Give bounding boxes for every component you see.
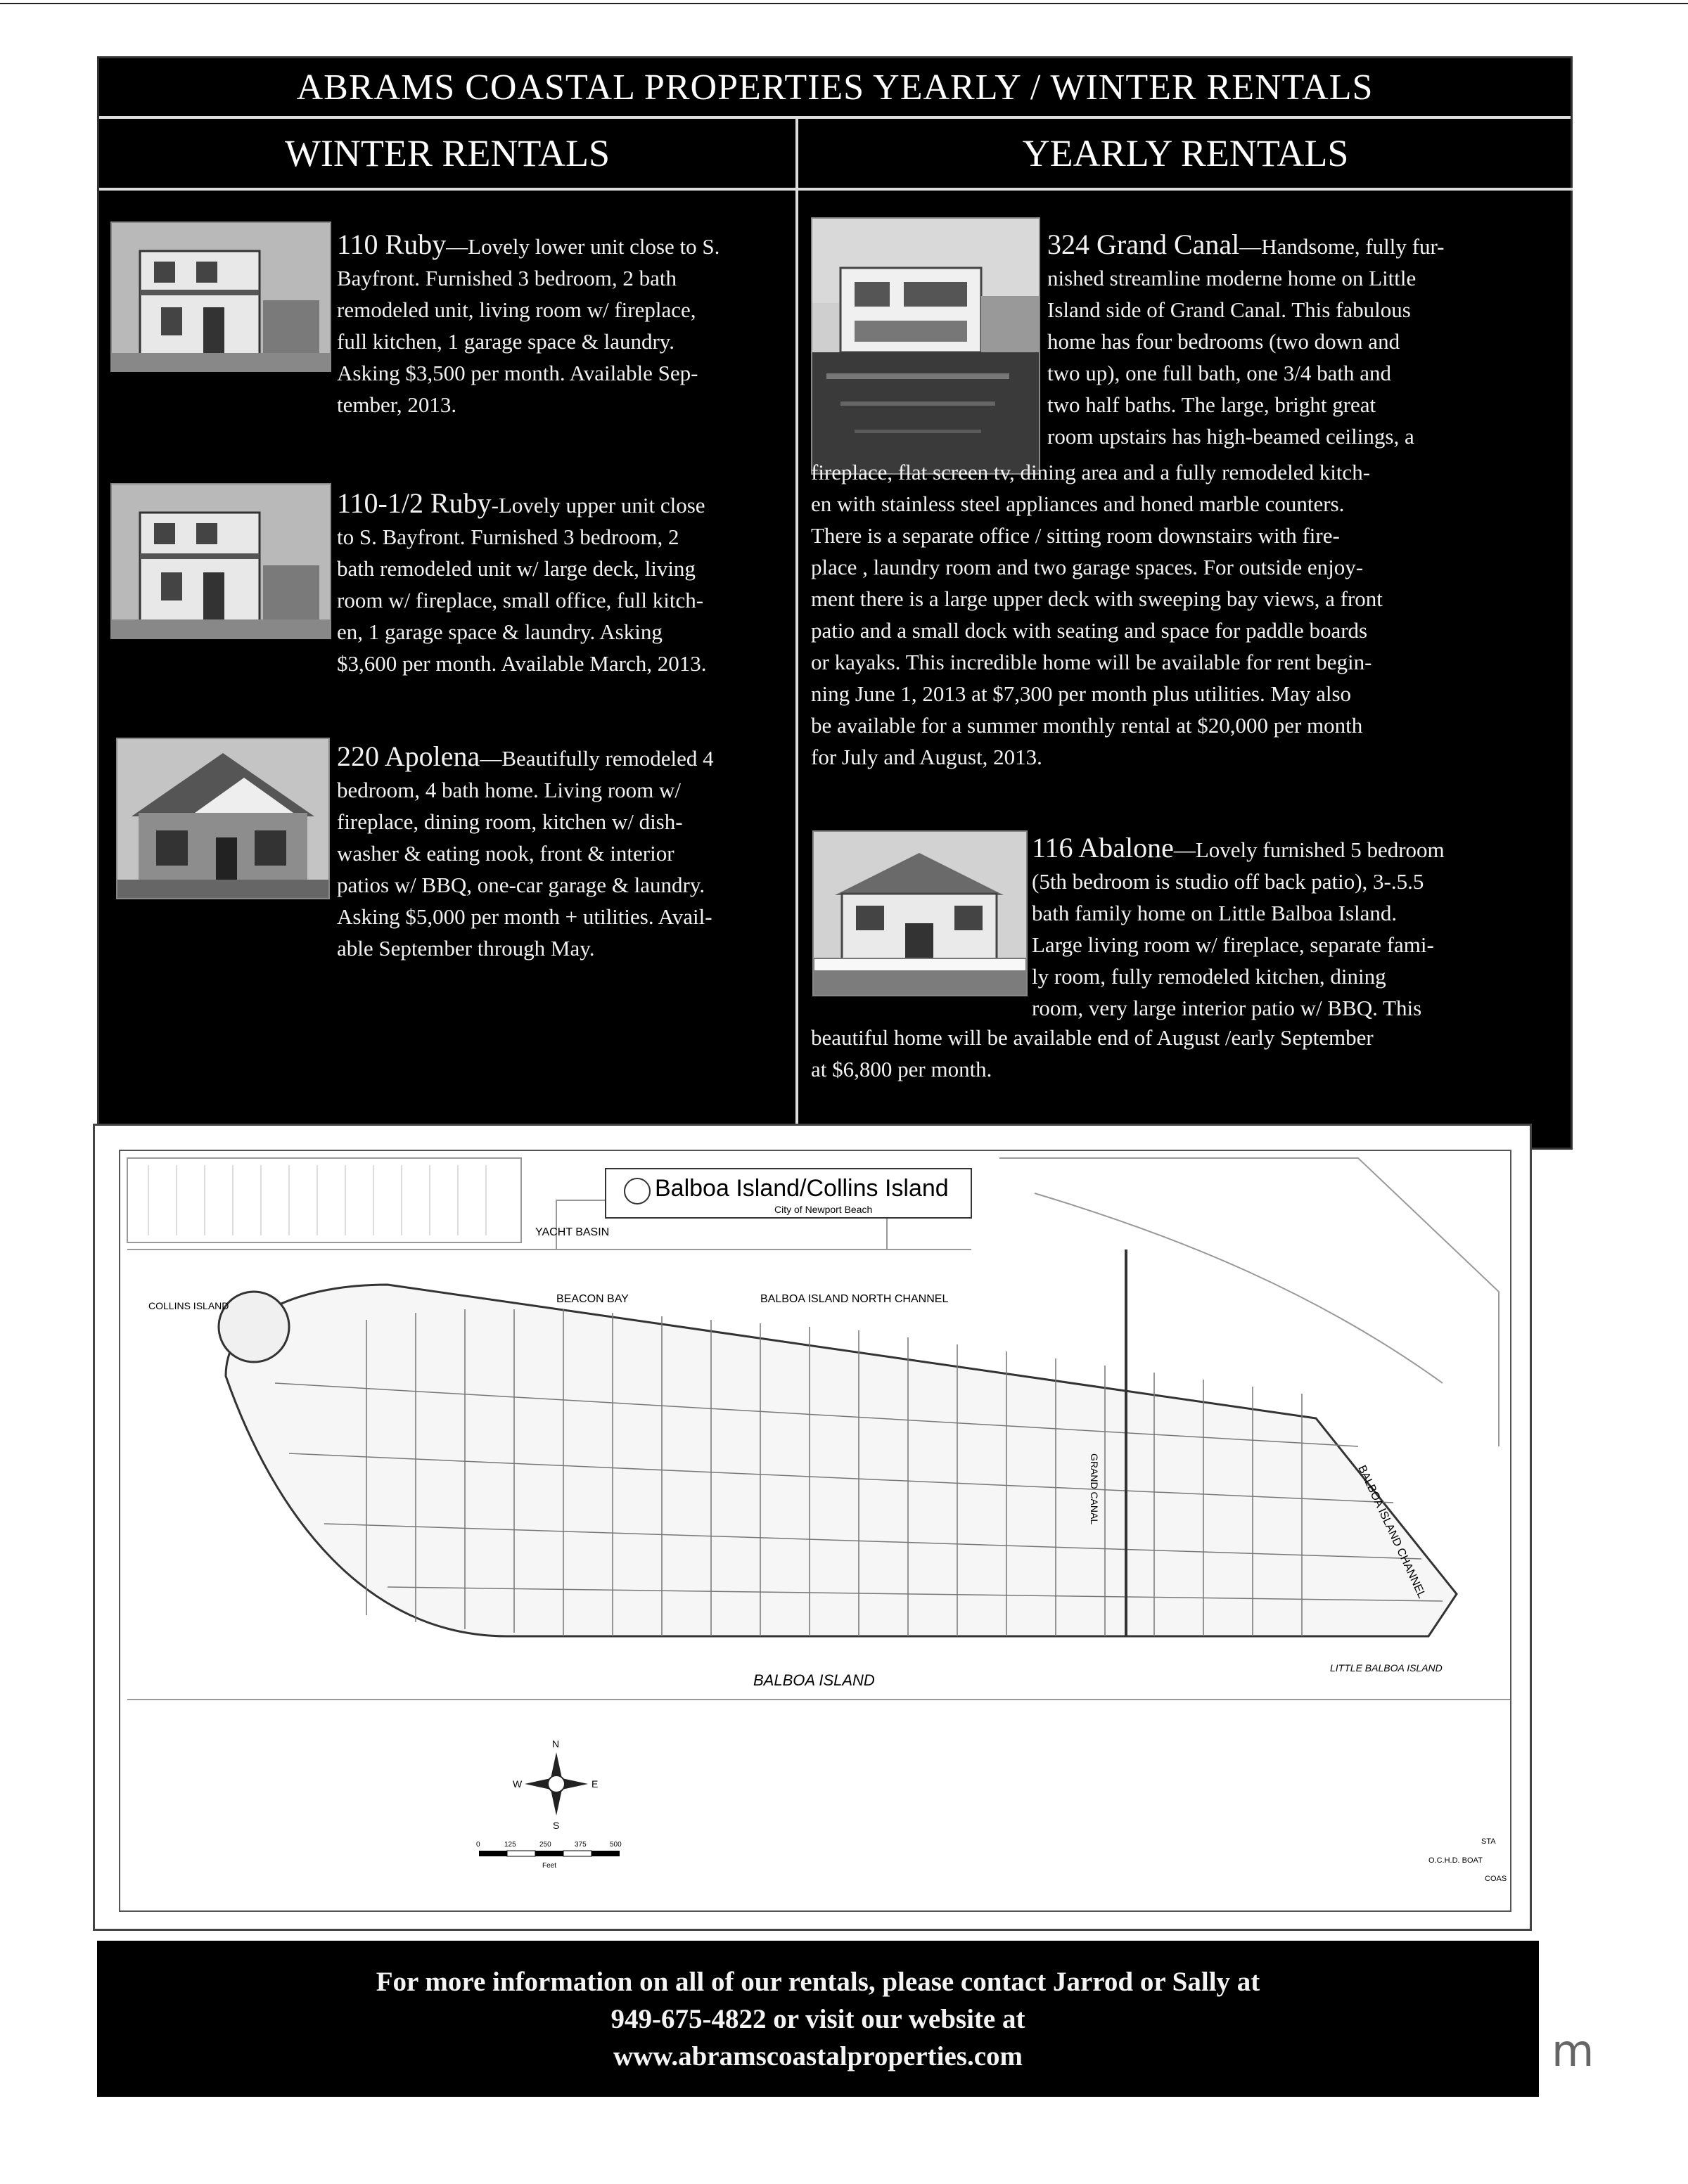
- listing-text: ment there is a large upper deck with sweeping bay views, a front: [811, 586, 1383, 611]
- listing-text: ning June 1, 2013 at $7,300 per month plus utilities. May also: [811, 681, 1352, 706]
- collins-island-shape: [219, 1292, 289, 1362]
- compass-e: E: [592, 1778, 599, 1790]
- label-beacon-bay: BEACON BAY: [556, 1293, 629, 1305]
- listing-text: room upstairs has high-beamed ceilings, a: [1047, 424, 1414, 449]
- listing-text: remodeled unit, living room w/ fireplace,: [337, 297, 696, 322]
- page-title: ABRAMS COASTAL PROPERTIES YEARLY / WINTER RENTALS: [99, 58, 1571, 119]
- listing-name: 110 Ruby: [337, 229, 447, 260]
- listing-photo-110-ruby: [110, 221, 331, 372]
- listing-text: (5th bedroom is studio off back patio), 3-.5.5: [1032, 869, 1424, 894]
- column-divider: [795, 119, 798, 1152]
- listing-text: bedroom, 4 bath home. Living room w/: [337, 778, 682, 802]
- house-photo-icon: [117, 739, 328, 898]
- label-balboa-island: BALBOA ISLAND: [753, 1671, 875, 1689]
- listing-text: —Handsome, fully fur-: [1239, 234, 1445, 259]
- svg-text:0: 0: [476, 1841, 480, 1849]
- balboa-island-map: [119, 1150, 1511, 1912]
- listing-text: at $6,800 per month.: [811, 1057, 992, 1081]
- listing-text: room, very large interior patio w/ BBQ. This: [1032, 996, 1422, 1020]
- listing-name: 116 Abalone: [1032, 832, 1174, 863]
- label-collins-island: COLLINS ISLAND: [148, 1300, 229, 1311]
- map-title: Balboa Island/Collins Island: [655, 1175, 949, 1202]
- listing-text: en, 1 garage space & laundry. Asking: [337, 619, 663, 644]
- listing-text: ly room, fully remodeled kitchen, dining: [1032, 964, 1386, 989]
- top-rule: [0, 0, 1688, 4]
- listing-text: room w/ fireplace, small office, full kitch-: [337, 588, 704, 612]
- listing-116-abalone: [1032, 832, 1573, 1024]
- footer-line-2: 949-675-4822 or visit our website at: [610, 2003, 1025, 2034]
- listing-text: Bayfront. Furnished 3 bedroom, 2 bath: [337, 266, 677, 290]
- stray-character: m: [1552, 2025, 1594, 2076]
- listing-text: full kitchen, 1 garage space & laundry.: [337, 329, 675, 354]
- listing-name: 110-1/2 Ruby: [337, 487, 492, 519]
- listing-text: —Lovely lower unit close to S.: [446, 234, 720, 259]
- edge-label: COAS: [1485, 1875, 1507, 1883]
- house-photo-icon: [112, 484, 330, 638]
- footer-line-1: For more information on all of our rentals, please contact Jarrod or Sally at: [376, 1966, 1260, 1997]
- edge-label: STA: [1481, 1837, 1496, 1846]
- listing-text: There is a separate office / sitting room downstairs with fire-: [811, 523, 1340, 548]
- label-north-channel: BALBOA ISLAND NORTH CHANNEL: [760, 1293, 949, 1305]
- winter-rentals-heading: WINTER RENTALS: [99, 119, 795, 191]
- listing-text: two up), one full bath, one 3/4 bath and: [1047, 361, 1392, 385]
- listing-text: or kayaks. This incredible home will be available for rent begin-: [811, 650, 1372, 674]
- listing-photo-110-half-ruby: [110, 483, 331, 639]
- compass-n: N: [552, 1738, 560, 1749]
- compass-s: S: [553, 1820, 560, 1831]
- listing-text: be available for a summer monthly rental at $20,000 per month: [811, 713, 1363, 738]
- footer-website: www.abramscoastalproperties.com: [613, 2041, 1023, 2071]
- map-frame: [93, 1124, 1532, 1931]
- listing-name: 324 Grand Canal: [1047, 229, 1240, 260]
- house-photo-icon: [814, 832, 1026, 995]
- label-balboa-island-channel: BALBOA ISLAND CHANNEL: [1355, 1463, 1428, 1600]
- listing-text: place , laundry room and two garage spaces. For outside enjoy-: [811, 555, 1364, 579]
- listing-text: patio and a small dock with seating and space for paddle boards: [811, 618, 1368, 643]
- listing-text: Island side of Grand Canal. This fabulous: [1047, 297, 1411, 322]
- svg-text:Feet: Feet: [542, 1862, 557, 1870]
- listing-text: for July and August, 2013.: [811, 745, 1042, 769]
- listing-text: home has four bedrooms (two down and: [1047, 329, 1400, 354]
- listing-116-abalone-continued: [811, 1022, 1571, 1085]
- svg-text:500: 500: [610, 1841, 622, 1849]
- listing-324-grand-canal: [1047, 229, 1568, 452]
- listing-text: two half baths. The large, bright great: [1047, 392, 1376, 417]
- label-little-balboa-island: LITTLE BALBOA ISLAND: [1330, 1662, 1443, 1674]
- yearly-rentals-heading: YEARLY RENTALS: [798, 119, 1573, 191]
- edge-label: O.C.H.D. BOAT: [1428, 1856, 1483, 1865]
- listing-text: en with stainless steel appliances and honed marble counters.: [811, 492, 1345, 516]
- listing-text: $3,600 per month. Available March, 2013.: [337, 651, 707, 676]
- listing-220-apolena: [337, 740, 787, 964]
- listing-text: bath remodeled unit w/ large deck, living: [337, 556, 696, 581]
- rentals-flyer: [97, 56, 1573, 1150]
- listing-110-ruby: [337, 229, 787, 420]
- house-photo-icon: [112, 223, 330, 371]
- listing-text: beautiful home will be available end of August /early September: [811, 1025, 1374, 1050]
- listing-text: —Beautifully remodeled 4: [480, 746, 714, 771]
- listing-text: Asking $5,000 per month + utilities. Avail-: [337, 904, 712, 929]
- listing-110-half-ruby: [337, 487, 787, 679]
- label-grand-canal: GRAND CANAL: [1089, 1453, 1100, 1525]
- compass-w: W: [513, 1778, 523, 1790]
- listing-324-grand-canal-continued: [811, 456, 1571, 773]
- listing-photo-324-grand-canal: [811, 217, 1040, 475]
- svg-text:375: 375: [575, 1841, 587, 1849]
- listing-text: bath family home on Little Balboa Island.: [1032, 901, 1398, 925]
- listing-photo-116-abalone: [812, 830, 1028, 996]
- listing-text: nished streamline moderne home on Little: [1047, 266, 1417, 290]
- listing-text: —Lovely furnished 5 bedroom: [1173, 837, 1445, 862]
- listing-text: able September through May.: [337, 936, 595, 961]
- listing-text: Asking $3,500 per month. Available Sep-: [337, 361, 698, 385]
- svg-text:250: 250: [539, 1841, 551, 1849]
- map-subtitle: City of Newport Beach: [774, 1204, 873, 1215]
- house-photo-icon: [812, 219, 1039, 473]
- label-yacht-basin: YACHT BASIN: [535, 1226, 610, 1238]
- contact-footer: [97, 1941, 1539, 2097]
- listing-photo-220-apolena: [116, 738, 330, 899]
- listing-text: patios w/ BBQ, one-car garage & laundry.: [337, 873, 705, 897]
- listing-name: 220 Apolena: [337, 740, 480, 772]
- listing-text: fireplace, flat screen tv, dining area and a fully remodeled kitch-: [811, 460, 1371, 484]
- listing-text: fireplace, dining room, kitchen w/ dish-: [337, 809, 683, 834]
- listing-text: to S. Bayfront. Furnished 3 bedroom, 2: [337, 525, 679, 549]
- listing-text: washer & eating nook, front & interior: [337, 841, 674, 866]
- listing-text: tember, 2013.: [337, 392, 457, 417]
- svg-text:125: 125: [504, 1841, 516, 1849]
- listing-text: -Lovely upper unit close: [491, 493, 705, 518]
- listing-text: Large living room w/ fireplace, separate fami-: [1032, 932, 1434, 957]
